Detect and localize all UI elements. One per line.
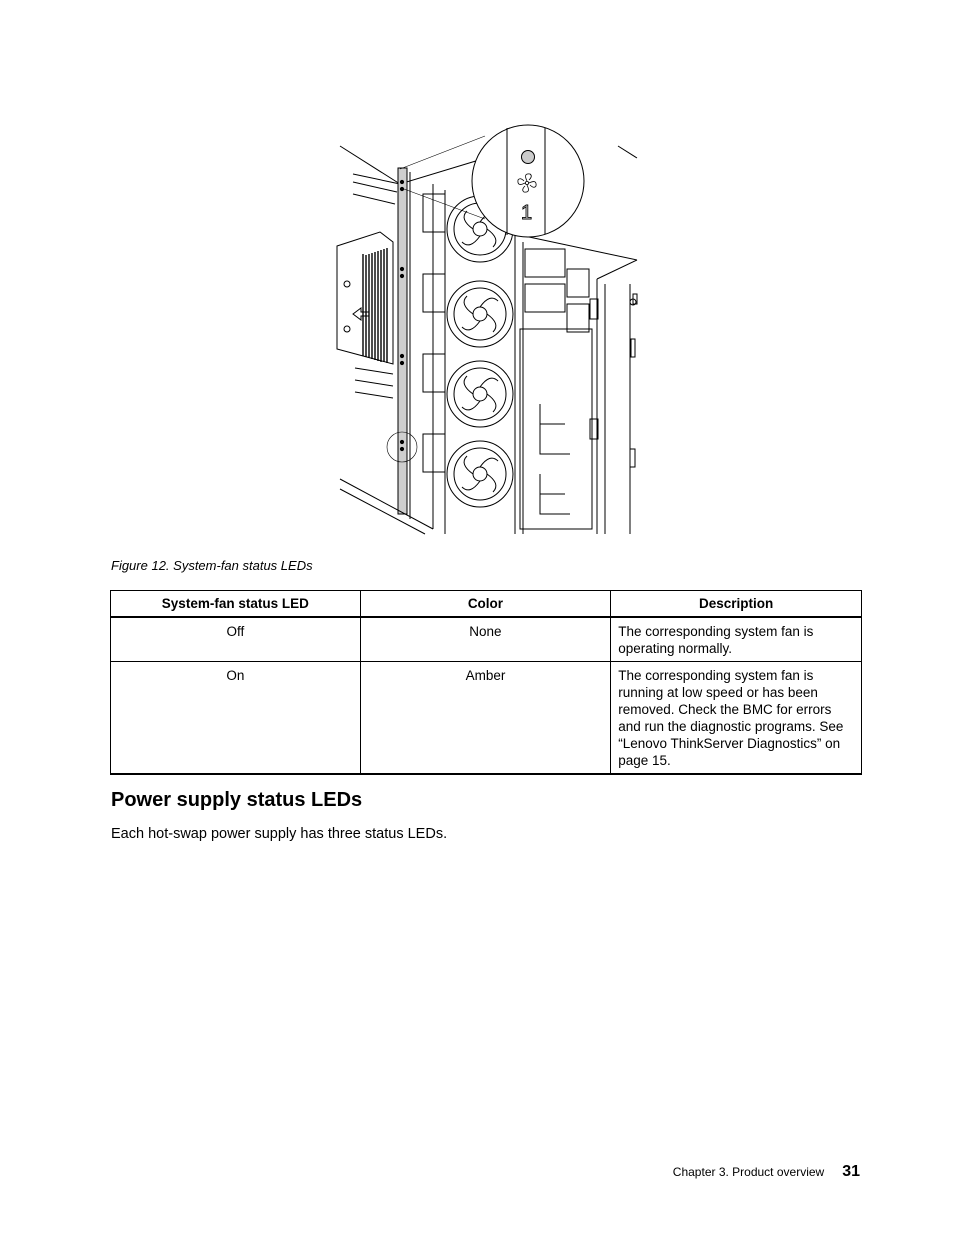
column-header-color: Color — [360, 591, 611, 618]
color-cell: None — [360, 617, 611, 662]
system-fan-2 — [423, 274, 513, 347]
description-cell: The corresponding system fan is running at low speed or has been removed. Check the BMC for errors and run the diagnostic programs. See “Lenovo ThinkServer Diagnostics” on page 15. — [611, 662, 862, 775]
table-header-row — [111, 591, 862, 618]
page-number: 31 — [842, 1163, 860, 1180]
system-fan-led-table — [110, 590, 862, 775]
description-cell: The corresponding system fan is operating normally. — [611, 617, 862, 662]
fan-number-label: 1 — [521, 202, 533, 224]
led-state-cell: On — [111, 662, 361, 775]
page-footer — [673, 1163, 860, 1181]
column-header-led: System-fan status LED — [111, 591, 361, 618]
heatsink-drawing — [337, 174, 400, 398]
figure-caption: Figure 12. System-fan status LEDs — [111, 558, 313, 573]
table-row — [111, 662, 862, 775]
system-fan-4 — [423, 434, 513, 507]
color-cell: Amber — [360, 662, 611, 775]
system-fan-figure — [335, 124, 640, 536]
table-row — [111, 617, 862, 662]
column-header-description: Description — [611, 591, 862, 618]
section-body-text: Each hot-swap power supply has three status LEDs. — [111, 826, 448, 842]
system-fan-3 — [423, 354, 513, 427]
chapter-label: Chapter 3. Product overview — [672, 1165, 825, 1179]
fan-status-led-icon — [522, 151, 535, 164]
section-heading: Power supply status LEDs — [111, 789, 363, 811]
led-state-cell: Off — [111, 617, 361, 662]
drive-bays — [520, 242, 637, 534]
